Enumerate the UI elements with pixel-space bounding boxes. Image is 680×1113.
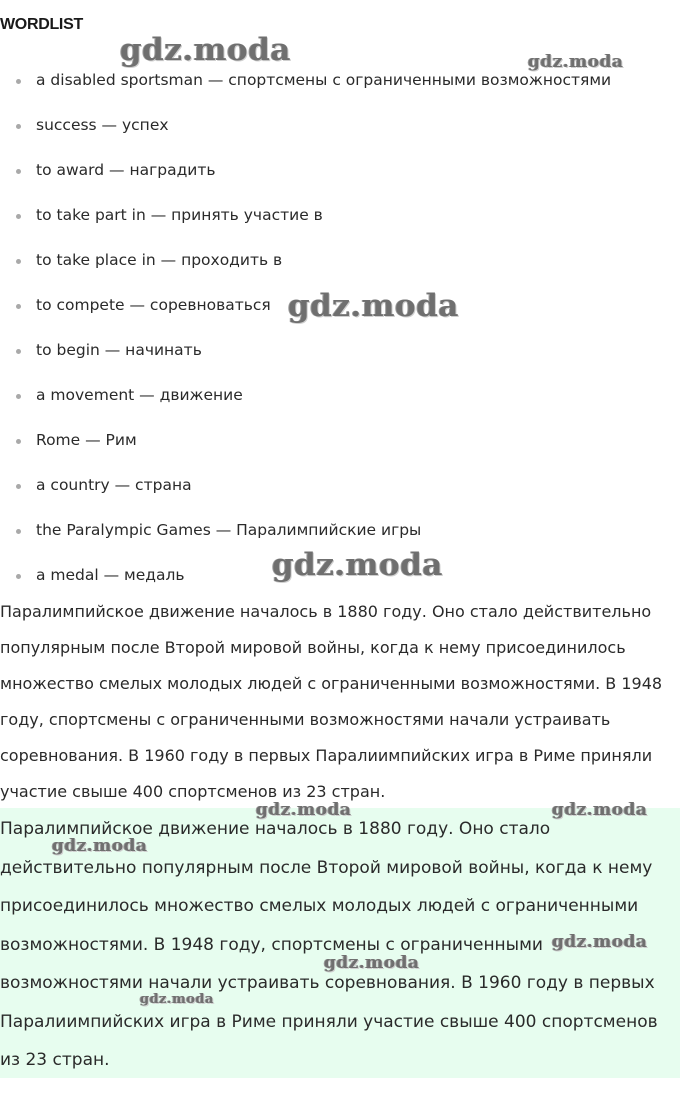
wordlist-item xyxy=(0,148,680,193)
bullet-icon xyxy=(16,529,21,534)
bullet-icon xyxy=(16,214,21,219)
bullet-icon xyxy=(16,394,21,399)
wordlist-item xyxy=(0,193,680,238)
wordlist-item-text: to begin — начинать xyxy=(36,341,202,359)
wordlist-item-text: to take part in — принять участие в xyxy=(36,206,323,224)
wordlist-item xyxy=(0,463,680,508)
bullet-icon xyxy=(16,349,21,354)
answer-paragraph: Паралимпийское движение началось в 1880 году. Оно стало действительно популярным после Второй мировой войны, когда к нему присоединилось множество смелых молодых людей с ограниченными возможностями. В 1948 году, спортсмены с ограниченными возможностями начали устраивать соревнования. В 1960 году в первых Паралиимпийских игра в Риме приняли участие свыше 400 спортсменов из 23 стран. xyxy=(0,819,658,1070)
watermark-logo: gdz.moda xyxy=(52,836,148,856)
watermark-logo: gdz.moda xyxy=(552,800,648,820)
watermark-logo: gdz.moda xyxy=(552,932,648,952)
wordlist-item xyxy=(0,238,680,283)
watermark-logo: gdz.moda xyxy=(272,547,443,583)
watermark-logo: gdz.moda xyxy=(120,32,291,68)
wordlist-item-text: Rome — Рим xyxy=(36,431,137,449)
wordlist-item-text: to compete — соревноваться xyxy=(36,296,271,314)
bullet-icon xyxy=(16,439,21,444)
wordlist-heading: WORDLIST xyxy=(0,16,83,33)
watermark-logo: gdz.moda xyxy=(324,953,420,973)
bullet-icon xyxy=(16,259,21,264)
wordlist-item-text: a country — страна xyxy=(36,476,192,494)
bullet-icon xyxy=(16,124,21,129)
wordlist-item-text: a movement — движение xyxy=(36,386,243,404)
watermark-logo: gdz.moda xyxy=(528,52,624,72)
wordlist-item xyxy=(0,418,680,463)
bullet-icon xyxy=(16,574,21,579)
bullet-icon xyxy=(16,169,21,174)
wordlist-item-text: success — успех xyxy=(36,116,169,134)
wordlist-item-text: to take place in — проходить в xyxy=(36,251,283,269)
watermark-logo: gdz.moda xyxy=(256,800,352,820)
watermark-logo: gdz.moda xyxy=(140,992,215,1007)
bullet-icon xyxy=(16,304,21,309)
wordlist-item-text: to award — наградить xyxy=(36,161,216,179)
bullet-icon xyxy=(16,484,21,489)
wordlist xyxy=(0,58,680,598)
text-paragraph: Паралимпийское движение началось в 1880 году. Оно стало действительно популярным после Второй мировой войны, когда к нему присоединилось множество смелых молодых людей с ограниченными возможностями. В 1948 году, спортсмены с ограниченными возможностями начали устраивать соревнования. В 1960 году в первых Паралиимпийских игра в Риме приняли участие свыше 400 спортсменов из 23 стран. xyxy=(0,602,663,801)
watermark-logo: gdz.moda xyxy=(288,288,459,324)
wordlist-item-text: the Paralympic Games — Паралимпийские игры xyxy=(36,521,422,539)
wordlist-item xyxy=(0,103,680,148)
wordlist-item xyxy=(0,328,680,373)
wordlist-item-text: a medal — медаль xyxy=(36,566,185,584)
wordlist-item-text: a disabled sportsman — спортсмены с ограниченными возможностями xyxy=(36,71,612,89)
bullet-icon xyxy=(16,79,21,84)
wordlist-item xyxy=(0,373,680,418)
